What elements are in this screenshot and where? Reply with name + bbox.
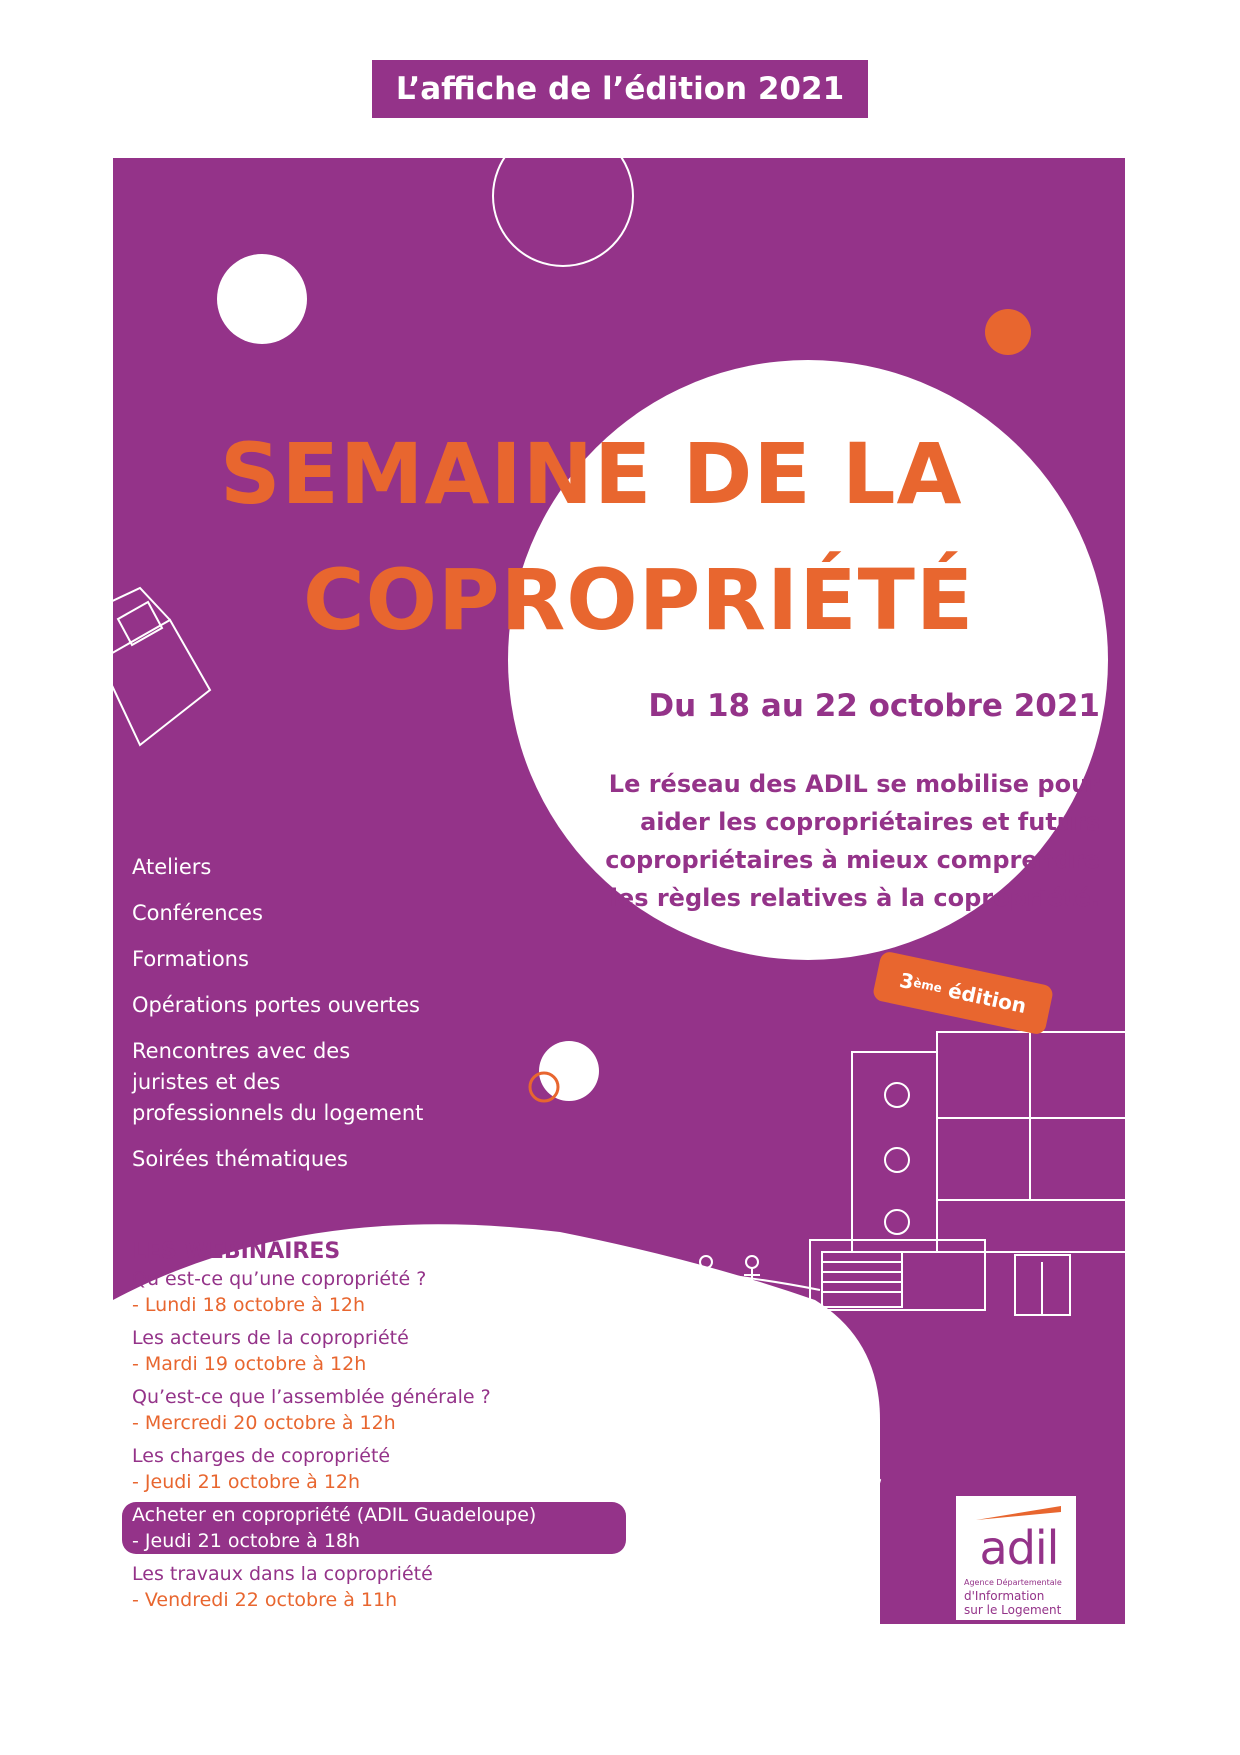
webinar-date: - Vendredi 22 octobre à 11h — [132, 1589, 398, 1611]
logo-roof-icon — [976, 1506, 1061, 1520]
logo-name: adil — [979, 1521, 1059, 1575]
webinar-item — [132, 1384, 602, 1436]
edition-label: édition — [946, 978, 1029, 1019]
logo-line-3: sur le Logement — [964, 1603, 1062, 1617]
webinar-date: - Jeudi 21 octobre à 18h — [122, 1528, 626, 1554]
webinars-section — [132, 1238, 602, 1620]
webinar-item-highlighted — [132, 1502, 602, 1554]
event-description — [560, 765, 1100, 917]
webinar-item — [132, 1443, 602, 1495]
webinar-date: - Jeudi 21 octobre à 12h — [132, 1471, 361, 1493]
activity-item: Rencontres avec des juristes et des professionnels du logement — [132, 1039, 424, 1125]
logo-line-1: Agence Départementale — [964, 1578, 1062, 1587]
webinar-date: - Mercredi 20 octobre à 12h — [132, 1412, 396, 1434]
webinar-title: Qu’est-ce que l’assemblée générale ? — [132, 1386, 491, 1408]
webinar-title: Qu’est-ce qu’une copropriété ? — [132, 1268, 427, 1290]
webinar-item — [132, 1561, 602, 1613]
webinar-item — [132, 1266, 602, 1318]
building-illustration — [810, 1032, 1165, 1315]
title-line-2: COPROPRIÉTÉ — [303, 551, 975, 649]
webinar-title: Les travaux dans la copropriété — [132, 1563, 433, 1585]
edition-number: 3 — [897, 967, 917, 995]
logo-line-2: d'Information — [964, 1589, 1045, 1603]
orange-dot — [985, 309, 1031, 355]
activity-item: Opérations portes ouvertes — [132, 993, 420, 1017]
webinar-date: - Lundi 18 octobre à 12h — [132, 1294, 366, 1316]
banner-text: L’affiche de l’édition 2021 — [395, 71, 845, 107]
edition-superscript: ème — [912, 975, 944, 996]
outline-circle-top — [493, 126, 633, 266]
description-line: Le réseau des ADIL se mobilise pour — [608, 770, 1100, 798]
activity-item: Ateliers — [132, 855, 212, 879]
description-line: aider les copropriétaires et futurs — [640, 808, 1100, 836]
activity-item: Conférences — [132, 901, 263, 925]
activities-list — [132, 852, 492, 1190]
webinar-title: Les acteurs de la copropriété — [132, 1327, 409, 1349]
white-dot-middle — [539, 1041, 599, 1101]
webinar-date: - Mardi 19 octobre à 12h — [132, 1353, 367, 1375]
white-dot-left — [217, 254, 307, 344]
description-line: copropriétaires à mieux comprendre — [605, 846, 1100, 874]
description-line: les règles relatives à la copropriété. — [609, 884, 1100, 912]
event-dates: Du 18 au 22 octobre 2021 — [648, 688, 1100, 724]
webinar-title: Les charges de copropriété — [132, 1445, 391, 1467]
title-line-1: SEMAINE DE LA — [220, 425, 963, 523]
webinar-item — [132, 1325, 602, 1377]
webinar-title: Acheter en copropriété (ADIL Guadeloupe) — [122, 1502, 626, 1528]
activity-item: Formations — [132, 947, 249, 971]
activity-item: Soirées thématiques — [132, 1147, 348, 1171]
webinars-heading: LES WEBINAIRES — [132, 1239, 341, 1264]
adil-logo — [956, 1496, 1076, 1620]
